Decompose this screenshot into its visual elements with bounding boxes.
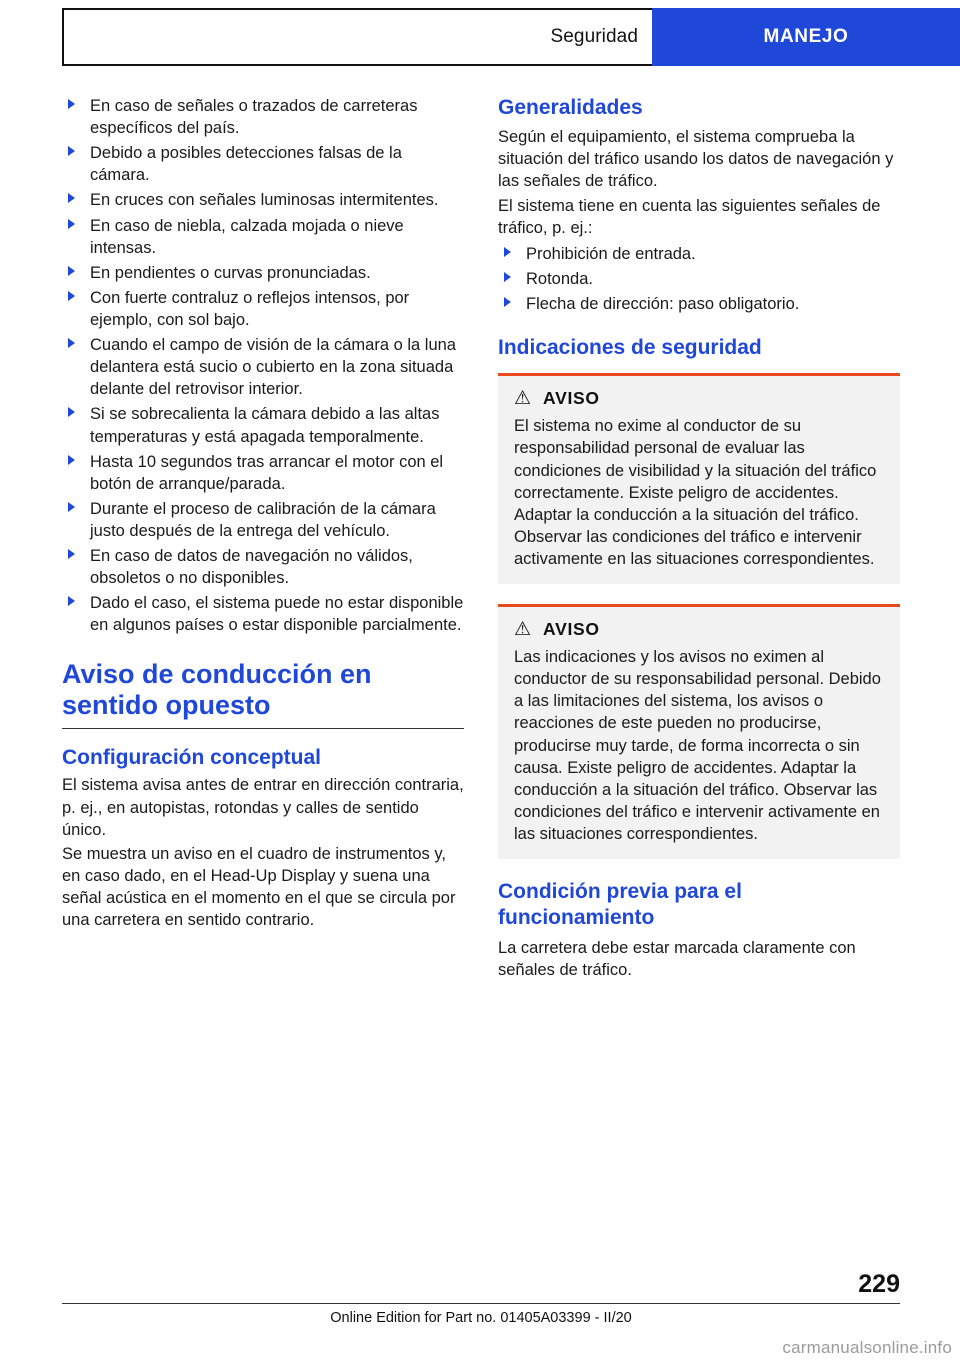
- list-item-text: Flecha de dirección: paso obligatorio.: [526, 295, 800, 314]
- page-header: [62, 8, 960, 66]
- page-footer: [62, 1270, 900, 1326]
- list-item: [62, 287, 464, 331]
- warning-header: [514, 388, 884, 409]
- list-item: [62, 189, 464, 211]
- header-chapter-area: [62, 8, 652, 66]
- list-item: [498, 243, 900, 265]
- list-item-text: En caso de niebla, calzada mojada o nieve intensas.: [90, 216, 404, 257]
- triangle-bullet-icon: [68, 266, 75, 276]
- limitations-bullet-list: [62, 95, 464, 637]
- triangle-bullet-icon: [68, 455, 75, 465]
- warning-text: El sistema no exime al conductor de su responsabilidad personal de evaluar las condiciones de visibilidad y la situación del tráfico correctamente. Existe peligro de accidentes. Adaptar la conducción a la situación del tráfico. Observar las condiciones del tráfico e intervenir activamente en las situaciones correspondientes.: [514, 417, 877, 569]
- list-item: [62, 334, 464, 400]
- page-number: 229: [858, 1270, 900, 1298]
- list-item: [62, 95, 464, 139]
- paragraph: Se muestra un aviso en el cuadro de instrumentos y, en caso dado, en el Head-Up Display y suena una señal acústica en el momento en el que se circula por una carretera en sentido contrario.: [62, 844, 456, 930]
- list-item: [62, 403, 464, 447]
- triangle-bullet-icon: [68, 219, 75, 229]
- triangle-bullet-icon: [504, 297, 511, 307]
- list-item-text: En cruces con señales luminosas intermitentes.: [90, 191, 439, 210]
- triangle-bullet-icon: [68, 146, 75, 156]
- heading-indicaciones-seguridad: Indicaciones de seguridad: [498, 336, 762, 360]
- triangle-bullet-icon: [68, 338, 75, 348]
- list-item-text: En pendientes o curvas pronunciadas.: [90, 263, 371, 282]
- heading-generalidades: Generalidades: [498, 96, 643, 119]
- page-content: [62, 95, 900, 983]
- list-item: [62, 498, 464, 542]
- list-item: [62, 262, 464, 284]
- list-item: [62, 215, 464, 259]
- paragraph: La carretera debe estar marcada claramente con señales de tráfico.: [498, 938, 856, 979]
- warning-box: [498, 373, 900, 584]
- warning-triangle-icon: ⚠: [514, 619, 532, 641]
- triangle-bullet-icon: [68, 596, 75, 606]
- warning-triangle-icon: ⚠: [514, 388, 532, 410]
- triangle-bullet-icon: [68, 549, 75, 559]
- list-item-text: Con fuerte contraluz o reflejos intensos, por ejemplo, con sol bajo.: [90, 288, 410, 329]
- left-column: [62, 95, 464, 983]
- footer-edition-text: Online Edition for Part no. 01405A03399 - II/20: [330, 1310, 632, 1326]
- list-item-text: En caso de datos de navegación no válidos, obsoletos o no disponibles.: [90, 547, 413, 588]
- warning-header: [514, 619, 884, 640]
- triangle-bullet-icon: [504, 247, 511, 257]
- list-item: [62, 545, 464, 589]
- header-chapter-label: Seguridad: [550, 26, 638, 47]
- list-item: [62, 592, 464, 636]
- list-item: [62, 142, 464, 186]
- triangle-bullet-icon: [68, 502, 75, 512]
- heading-condicion-previa: Condición previa para el funcionamiento: [498, 880, 742, 930]
- right-column: [498, 95, 900, 983]
- list-item-text: Cuando el campo de visión de la cámara o la luna delantera está sucio o cubierto en la zona situada delante del retrovisor interior.: [90, 336, 456, 399]
- list-item: [498, 268, 900, 290]
- paragraph: Según el equipamiento, el sistema comprueba la situación del tráfico usando los datos de navegación y las señales de tráfico.: [498, 128, 894, 191]
- list-item-text: En caso de señales o trazados de carreteras específicos del país.: [90, 97, 418, 138]
- list-item-text: Dado el caso, el sistema puede no estar disponible en algunos países o estar disponible parcialmente.: [90, 594, 464, 635]
- list-item-text: Si se sobrecalienta la cámara debido a las altas temperaturas y está apagada temporalmente.: [90, 405, 440, 446]
- warning-label: AVISO: [543, 619, 600, 640]
- subheading-configuracion: Configuración conceptual: [62, 746, 322, 770]
- warning-box: [498, 604, 900, 859]
- list-item-text: Rotonda.: [526, 269, 593, 288]
- triangle-bullet-icon: [68, 193, 75, 203]
- triangle-bullet-icon: [68, 291, 75, 301]
- footer-divider: [62, 1303, 900, 1304]
- header-section-tab: MANEJO: [652, 8, 960, 66]
- watermark: carmanualsonline.info: [782, 1338, 952, 1357]
- list-item: [498, 293, 900, 315]
- list-item-text: Debido a posibles detecciones falsas de la cámara.: [90, 144, 402, 185]
- paragraph: El sistema tiene en cuenta las siguientes señales de tráfico, p. ej.:: [498, 196, 881, 237]
- paragraph: El sistema avisa antes de entrar en dirección contraria, p. ej., en autopistas, rotondas y calles de sentido único.: [62, 776, 464, 839]
- list-item: [62, 451, 464, 495]
- triangle-bullet-icon: [68, 407, 75, 417]
- warning-label: AVISO: [543, 388, 600, 409]
- triangle-bullet-icon: [504, 272, 511, 282]
- traffic-sign-bullet-list: [498, 243, 900, 315]
- list-item-text: Prohibición de entrada.: [526, 244, 696, 263]
- section-title: Aviso de conducción en sentido opuesto: [62, 659, 464, 730]
- triangle-bullet-icon: [68, 99, 75, 109]
- list-item-text: Durante el proceso de calibración de la cámara justo después de la entrega del vehículo.: [90, 499, 436, 540]
- warning-text: Las indicaciones y los avisos no eximen al conductor de su responsabilidad personal. Debido a las limitaciones del sistema, los avisos o reacciones de este pueden no producirse, producirse muy tarde, de forma incorrecta o sin causa. Existe peligro de accidentes. Adaptar la conducción a la situación del tráfico. Observar las condiciones del tráfico e intervenir activamente en las situaciones correspondientes.: [514, 648, 881, 844]
- list-item-text: Hasta 10 segundos tras arrancar el motor con el botón de arranque/parada.: [90, 452, 444, 493]
